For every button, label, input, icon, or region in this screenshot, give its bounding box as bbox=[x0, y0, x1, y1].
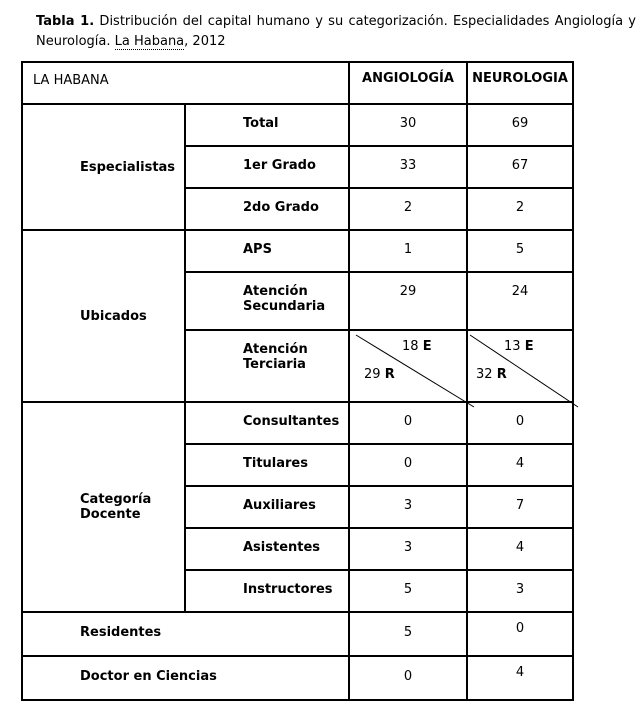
table-row bbox=[22, 230, 573, 272]
header-neurologia: NEUROLOGIA bbox=[467, 62, 573, 104]
row-label: APS bbox=[185, 230, 349, 272]
row-label: Instructores bbox=[185, 570, 349, 612]
angio-value: 0 bbox=[349, 656, 467, 700]
neuro-value: 3 bbox=[467, 570, 573, 612]
angio-value: 0 bbox=[349, 402, 467, 444]
table-row bbox=[22, 104, 573, 146]
angio-value: 3 bbox=[349, 486, 467, 528]
neuro-value: 2 bbox=[467, 188, 573, 230]
angio-value: 29 bbox=[349, 272, 467, 330]
group-categoria-docente: Categoría Docente bbox=[22, 402, 185, 612]
table-caption bbox=[36, 12, 636, 52]
angio-value: 3 bbox=[349, 528, 467, 570]
neuro-value: 0 bbox=[467, 612, 573, 656]
neuro-value: 0 bbox=[467, 402, 573, 444]
row-label-doctor: Doctor en Ciencias bbox=[22, 656, 349, 700]
neuro-value: 7 bbox=[467, 486, 573, 528]
row-label: 2do Grado bbox=[185, 188, 349, 230]
angio-value: 2 bbox=[349, 188, 467, 230]
angio-r-value: 29 R bbox=[364, 367, 395, 382]
group-ubicados: Ubicados bbox=[22, 230, 185, 402]
table-row bbox=[22, 402, 573, 444]
row-label: Asistentes bbox=[185, 528, 349, 570]
angio-value: 0 bbox=[349, 444, 467, 486]
table-row bbox=[22, 612, 573, 656]
angio-value: 5 bbox=[349, 570, 467, 612]
caption-year: , 2012 bbox=[184, 34, 226, 49]
row-label: 1er Grado bbox=[185, 146, 349, 188]
capital-humano-table bbox=[21, 61, 574, 701]
angio-value: 33 bbox=[349, 146, 467, 188]
table-row bbox=[22, 656, 573, 700]
row-label: Atención Secundaria bbox=[185, 272, 349, 330]
angio-e-value: 18 E bbox=[402, 339, 432, 354]
neuro-e-value: 13 E bbox=[504, 339, 534, 354]
neuro-r-value: 32 R bbox=[476, 367, 507, 382]
row-label-residentes: Residentes bbox=[22, 612, 349, 656]
caption-place: La Habana bbox=[114, 34, 185, 49]
angio-split-cell bbox=[349, 330, 467, 402]
header-location: LA HABANA bbox=[22, 62, 349, 104]
angio-value: 30 bbox=[349, 104, 467, 146]
neuro-value: 4 bbox=[467, 656, 573, 700]
row-label: Titulares bbox=[185, 444, 349, 486]
neuro-value: 67 bbox=[467, 146, 573, 188]
neuro-value: 69 bbox=[467, 104, 573, 146]
angio-value: 5 bbox=[349, 612, 467, 656]
table-header-row bbox=[22, 62, 573, 104]
neuro-split-cell bbox=[467, 330, 573, 402]
group-especialistas: Especialistas bbox=[22, 104, 185, 230]
neuro-value: 5 bbox=[467, 230, 573, 272]
row-label: Atención Terciaria bbox=[185, 330, 349, 402]
neuro-value: 4 bbox=[467, 528, 573, 570]
angio-value: 1 bbox=[349, 230, 467, 272]
row-label: Consultantes bbox=[185, 402, 349, 444]
neuro-value: 4 bbox=[467, 444, 573, 486]
neuro-value: 24 bbox=[467, 272, 573, 330]
header-angiologia: ANGIOLOGÍA bbox=[349, 62, 467, 104]
caption-text: Distribución del capital humano y su categorización. Especialidades Angiología y Neurología. bbox=[36, 14, 636, 49]
row-label: Total bbox=[185, 104, 349, 146]
caption-label: Tabla 1. bbox=[36, 14, 95, 29]
row-label: Auxiliares bbox=[185, 486, 349, 528]
